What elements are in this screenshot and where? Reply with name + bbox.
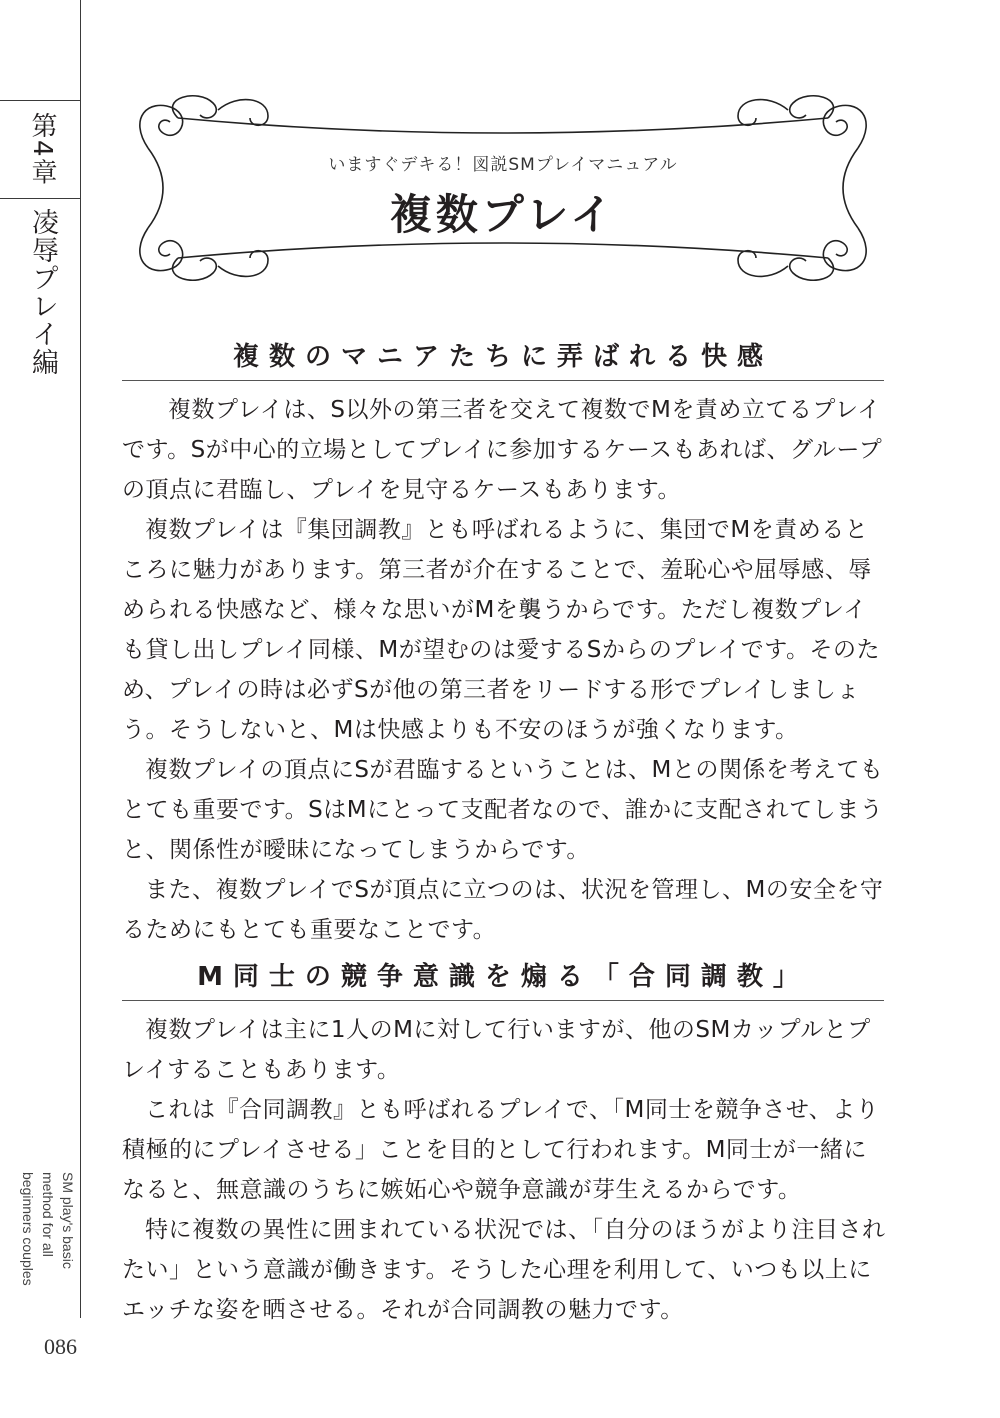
section2-heading: M同士の競争意識を煽る「合同調教」 xyxy=(197,962,809,992)
sidebar-divider xyxy=(80,0,81,1318)
page-title: 複数プレイ xyxy=(389,190,617,239)
section2-paragraph: 複数プレイは主に1人のMに対して行いますが、他のSMカップルとプレイすることもあります。 xyxy=(122,1017,871,1083)
section1-paragraph: 複数プレイは、S以外の第三者を交えて複数でMを責め立てるプレイです。Sが中心的立場としてプレイに参加するケースもあれば、グループの頂点に君臨し、プレイを見守るケースもあります。 xyxy=(122,397,883,503)
chapter-label: 第4章 xyxy=(27,112,57,187)
book-subtitle-en: SM play's basic method for all beginners couples xyxy=(20,1172,76,1286)
sidebar-mid-rule xyxy=(0,198,80,199)
section1-paragraph: 複数プレイは『集団調教』とも呼ばれるように、集団でMを責めるところに魅力があります。第三者が介在することで、羞恥心や屈辱感、辱められる快感など、様々な思いがMを襲うからです。ただし複数プレイも貸し出しプレイ同様、Mが望むのは愛するSからのプレイです。そのため、プレイの時は必ずSが他の第三者をリードする形でプレイしましょう。そうしないと、Mは快感よりも不安のほうが強くなります。 xyxy=(122,517,880,743)
section1-body xyxy=(122,390,886,950)
section1-paragraph: 複数プレイの頂点にSが君臨するということは、Mとの関係を考えてもとても重要です。SはMにとって支配者なので、誰かに支配されてしまうと、関係性が曖昧になってしまうからです。 xyxy=(122,757,884,863)
page-number: 086 xyxy=(44,1334,77,1359)
section2-body xyxy=(122,1010,886,1330)
section1-heading: 複数のマニアたちに弄ばれる快感 xyxy=(232,342,773,372)
sidebar-top-rule xyxy=(0,100,80,101)
series-title: いますぐデキる！図説SMプレイマニュアル xyxy=(328,155,678,175)
section2-paragraph: これは『合同調教』とも呼ばれるプレイで、「M同士を競争させ、より積極的にプレイさせる」ことを目的として行われます。M同士が一緒になると、無意識のうちに嫉妬心や競争意識が芽生えるからです。 xyxy=(122,1097,880,1203)
section1-rule xyxy=(122,380,884,381)
section2-paragraph: 特に複数の異性に囲まれている状況では、「自分のほうがより注目されたい」という意識が働きます。そうした心理を利用して、いつも以上にエッチな姿を晒させる。それが合同調教の魅力です。 xyxy=(122,1217,886,1323)
section-title: 凌辱プレイ編 xyxy=(27,208,58,376)
section1-paragraph: また、複数プレイでSが頂点に立つのは、状況を管理し、Mの安全を守るためにもとても重要なことです。 xyxy=(122,877,884,943)
section2-rule xyxy=(122,1000,884,1001)
